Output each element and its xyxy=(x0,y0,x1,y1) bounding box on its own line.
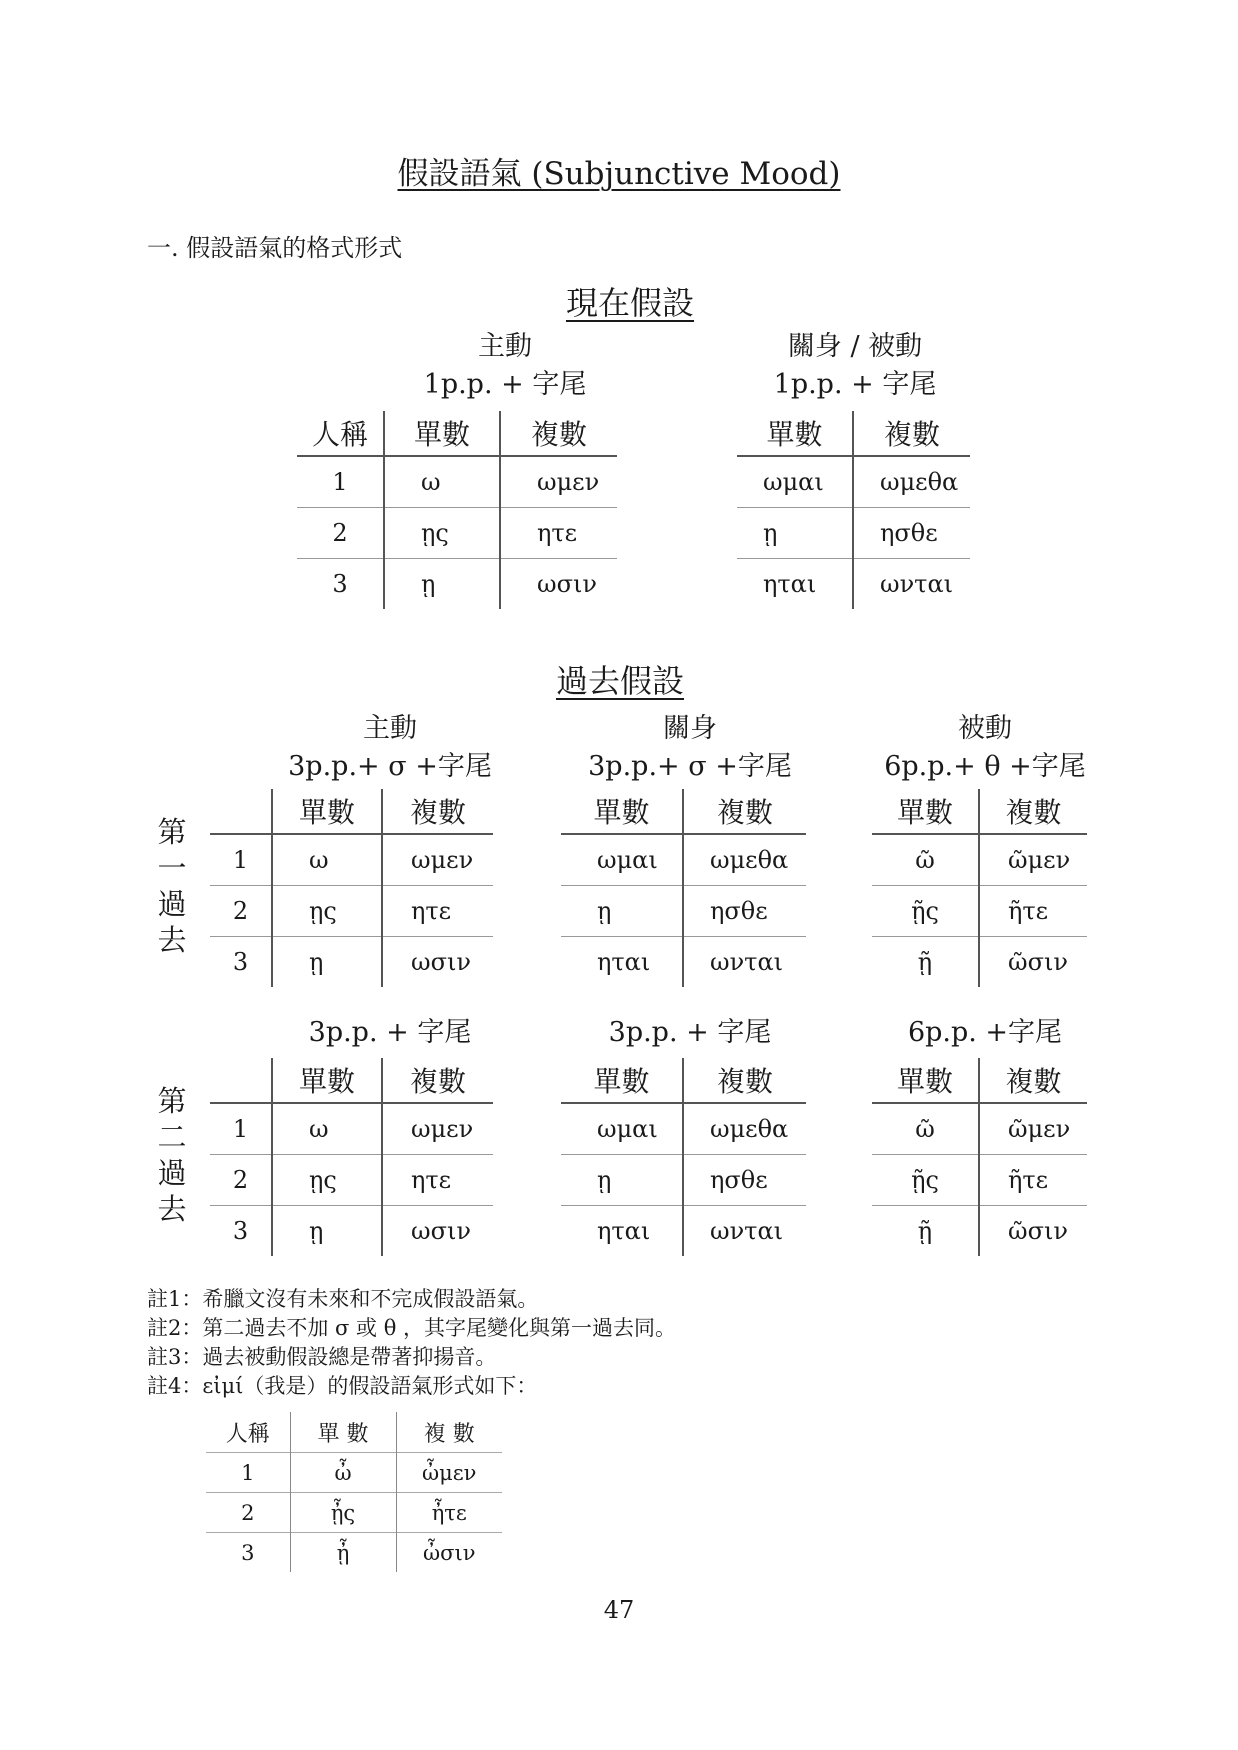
singular-cell: ῶ xyxy=(872,1103,979,1155)
singular-cell: ω xyxy=(272,1103,382,1155)
first-aorist-active-caption xyxy=(260,710,520,786)
person-cell: 3 xyxy=(297,559,384,610)
table-row xyxy=(561,834,806,886)
plural-cell: ωσιν xyxy=(382,937,493,988)
person-cell: 3 xyxy=(206,1533,290,1573)
table-row xyxy=(206,1533,502,1573)
table-row xyxy=(206,1493,502,1533)
singular-cell: ὦ xyxy=(290,1453,396,1493)
side-char: 二 xyxy=(157,1120,187,1154)
singular-cell: ηται xyxy=(737,559,853,610)
present-mp-caption xyxy=(735,328,975,404)
person-cell: 2 xyxy=(210,886,272,937)
table-row xyxy=(210,834,493,886)
table-row xyxy=(210,886,493,937)
col-singular: 單 數 xyxy=(290,1412,396,1453)
col-singular: 單數 xyxy=(561,1058,683,1103)
section-heading: 一. 假設語氣的格式形式 xyxy=(147,234,403,262)
plural-cell: ωμεν xyxy=(537,468,600,496)
person-cell: 3 xyxy=(210,937,272,988)
plural-cell: ῆτε xyxy=(979,886,1087,937)
formula-label: 3p.p.+ σ +字尾 xyxy=(588,751,792,782)
singular-cell: ῇς xyxy=(872,886,979,937)
singular-cell: ῇς xyxy=(872,1155,979,1206)
table-row xyxy=(872,1206,1087,1257)
table-row xyxy=(872,1155,1087,1206)
plural-cell: ῶμεν xyxy=(1008,1115,1071,1143)
col-singular: 單數 xyxy=(384,411,500,456)
plural-cell: ἦτε xyxy=(396,1493,502,1533)
table-row xyxy=(297,456,617,508)
plural-cell: ωνται xyxy=(683,937,806,988)
col-singular: 單數 xyxy=(561,789,683,834)
table-row xyxy=(210,1155,493,1206)
plural-cell: ωμεθα xyxy=(710,1115,789,1143)
plural-cell: ωσιν xyxy=(500,559,617,610)
col-singular: 單數 xyxy=(872,1058,979,1103)
present-heading: 現在假設 xyxy=(565,284,694,322)
table-row xyxy=(737,559,970,610)
present-active-caption xyxy=(400,328,610,404)
plural-cell: ωμεθα xyxy=(710,846,789,874)
page-title: 假設語氣 (Subjunctive Mood) xyxy=(397,156,841,192)
table-row xyxy=(561,886,806,937)
table-row xyxy=(737,508,970,559)
side-char: 去 xyxy=(157,1192,187,1226)
singular-cell: ῃς xyxy=(384,508,500,559)
second-aorist-passive-table xyxy=(872,1058,1087,1256)
col-plural: 複數 xyxy=(683,1058,806,1103)
singular-cell: ωμαι xyxy=(737,456,853,508)
col-person: 人稱 xyxy=(206,1412,290,1453)
col-plural: 複 數 xyxy=(423,1421,475,1447)
singular-cell: ῃ xyxy=(561,1155,683,1206)
plural-cell: ῆτε xyxy=(979,1155,1087,1206)
col-person: 人稱 xyxy=(297,411,384,456)
second-aorist-middle-caption: 3p.p. + 字尾 xyxy=(608,1017,772,1048)
plural-cell: ησθε xyxy=(683,1155,806,1206)
col-plural: 複數 xyxy=(500,411,617,456)
first-aorist-active-table xyxy=(210,789,493,987)
col-singular: 單數 xyxy=(737,411,853,456)
singular-cell: ῃς xyxy=(272,886,382,937)
side-char: 過 xyxy=(157,1156,187,1190)
voice-label: 被動 xyxy=(958,713,1012,744)
table-row xyxy=(872,1103,1087,1155)
person-cell: 3 xyxy=(210,1206,272,1257)
table-row xyxy=(561,937,806,988)
eimi-table xyxy=(206,1412,502,1572)
plural-cell: ησθε xyxy=(853,508,970,559)
singular-cell: ω xyxy=(384,456,500,508)
note-1: 註1：希臘文沒有未來和不完成假設語氣。 xyxy=(147,1287,539,1311)
voice-label: 關身 / 被動 xyxy=(787,331,923,362)
plural-cell: ωνται xyxy=(683,1206,806,1257)
plural-cell: ωμεν xyxy=(411,1115,474,1143)
singular-cell: ῶ xyxy=(872,834,979,886)
second-aorist-active-caption: 3p.p. + 字尾 xyxy=(308,1017,472,1048)
plural-cell: ησθε xyxy=(683,886,806,937)
first-aorist-side-label xyxy=(152,814,192,958)
singular-cell: ωμαι xyxy=(561,834,683,886)
present-mp-table xyxy=(737,411,970,609)
col-singular: 單數 xyxy=(272,789,382,834)
col-plural: 複數 xyxy=(853,411,970,456)
singular-cell: ῃ xyxy=(272,1206,382,1257)
plural-cell: ωνται xyxy=(853,559,970,610)
table-row xyxy=(297,559,617,610)
page-number: 47 xyxy=(603,1596,635,1624)
first-aorist-middle-caption xyxy=(560,710,820,786)
formula-label: 1p.p. + 字尾 xyxy=(773,369,937,400)
person-cell: 2 xyxy=(210,1155,272,1206)
table-row xyxy=(210,1103,493,1155)
note-3: 註3：過去被動假設總是帶著抑揚音。 xyxy=(147,1345,497,1369)
singular-cell: ῃ xyxy=(272,937,382,988)
second-aorist-side-label xyxy=(152,1083,192,1227)
col-singular: 單數 xyxy=(872,789,979,834)
singular-cell: ῇ xyxy=(872,1206,979,1257)
side-char: 過 xyxy=(157,887,187,921)
plural-cell: ῶμεν xyxy=(1008,846,1071,874)
table-row xyxy=(561,1155,806,1206)
plural-cell: ὦσιν xyxy=(396,1533,502,1573)
voice-label: 主動 xyxy=(363,713,417,744)
present-active-table xyxy=(297,411,617,609)
person-cell: 1 xyxy=(206,1453,290,1493)
singular-cell: ῇ xyxy=(872,937,979,988)
col-plural: 複數 xyxy=(979,789,1087,834)
singular-cell: ωμαι xyxy=(561,1103,683,1155)
singular-cell: ω xyxy=(272,834,382,886)
singular-cell: ᾖ xyxy=(290,1533,396,1573)
col-plural: 複數 xyxy=(382,1058,493,1103)
table-row xyxy=(561,1206,806,1257)
person-cell: 2 xyxy=(206,1493,290,1533)
person-cell: 1 xyxy=(210,834,272,886)
note-2: 註2：第二過去不加 σ 或 θ ，其字尾變化與第一過去同。 xyxy=(147,1316,677,1340)
first-aorist-middle-table xyxy=(561,789,806,987)
person-cell: 1 xyxy=(210,1103,272,1155)
table-row xyxy=(872,834,1087,886)
second-aorist-passive-caption: 6p.p. +字尾 xyxy=(907,1017,1063,1048)
singular-cell: ῃ xyxy=(561,886,683,937)
second-aorist-middle-table xyxy=(561,1058,806,1256)
notes xyxy=(147,1285,676,1401)
person-cell: 1 xyxy=(297,456,384,508)
voice-label: 主動 xyxy=(478,331,532,362)
formula-label: 6p.p.+ θ +字尾 xyxy=(884,751,1086,782)
formula-label: 3p.p.+ σ +字尾 xyxy=(288,751,492,782)
singular-cell: ῃ xyxy=(384,559,500,610)
side-char: 一 xyxy=(157,851,187,885)
col-person xyxy=(210,1058,272,1103)
plural-cell: ωμεθα xyxy=(880,468,959,496)
table-row xyxy=(210,1206,493,1257)
table-row xyxy=(737,456,970,508)
plural-cell: ωμεν xyxy=(411,846,474,874)
table-row xyxy=(561,1103,806,1155)
plural-cell: ητε xyxy=(500,508,617,559)
formula-label: 1p.p. + 字尾 xyxy=(423,369,587,400)
table-row xyxy=(872,937,1087,988)
col-plural: 複數 xyxy=(683,789,806,834)
plural-cell: ῶσιν xyxy=(979,937,1087,988)
table-row xyxy=(210,937,493,988)
singular-cell: ᾖς xyxy=(290,1493,396,1533)
singular-cell: ηται xyxy=(561,1206,683,1257)
aorist-heading: 過去假設 xyxy=(555,662,684,700)
plural-cell: ῶσιν xyxy=(979,1206,1087,1257)
side-char: 去 xyxy=(157,923,187,957)
singular-cell: ῃ xyxy=(737,508,853,559)
plural-cell: ητε xyxy=(382,886,493,937)
plural-cell: ωσιν xyxy=(382,1206,493,1257)
side-char: 第 xyxy=(157,815,187,849)
singular-cell: ηται xyxy=(561,937,683,988)
side-char: 第 xyxy=(157,1084,187,1118)
col-plural: 複數 xyxy=(382,789,493,834)
note-4: 註4：εἰμί（我是）的假設語氣形式如下： xyxy=(147,1374,538,1398)
table-row xyxy=(297,508,617,559)
first-aorist-passive-caption xyxy=(855,710,1115,786)
singular-cell: ῃς xyxy=(272,1155,382,1206)
first-aorist-passive-table xyxy=(872,789,1087,987)
plural-cell: ητε xyxy=(382,1155,493,1206)
table-row xyxy=(872,886,1087,937)
col-singular: 單數 xyxy=(272,1058,382,1103)
second-aorist-active-table xyxy=(210,1058,493,1256)
person-cell: 2 xyxy=(297,508,384,559)
voice-label: 關身 xyxy=(663,713,717,744)
plural-cell: ὦμεν xyxy=(396,1453,502,1493)
table-row xyxy=(206,1453,502,1493)
col-person xyxy=(210,789,272,834)
col-plural: 複數 xyxy=(979,1058,1087,1103)
